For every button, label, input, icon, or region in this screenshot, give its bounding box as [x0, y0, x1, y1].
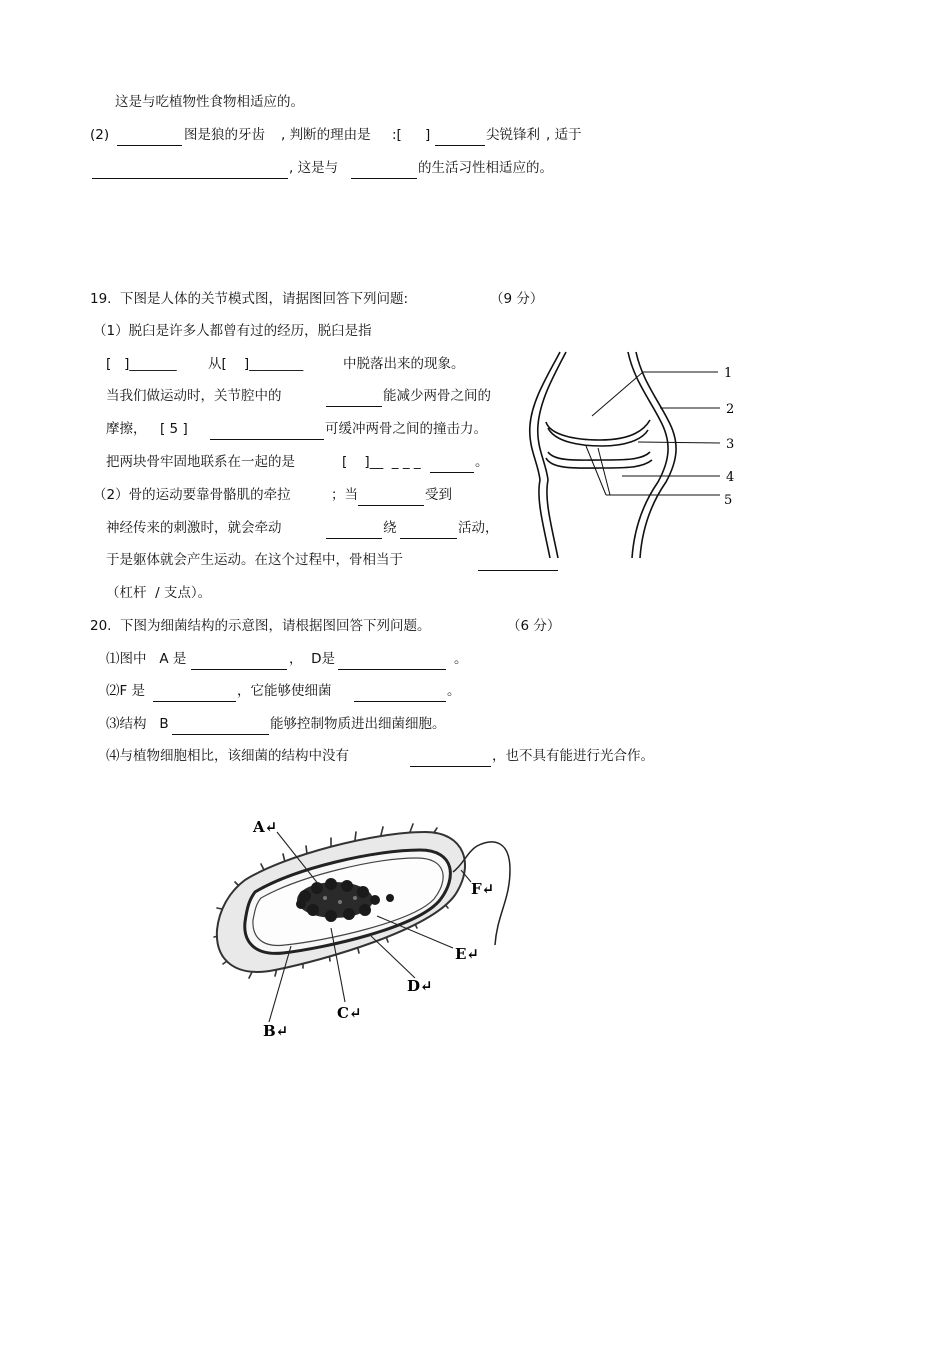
- q19-sub1: （1）脱臼是许多人都曾有过的经历，脱臼是指: [93, 323, 372, 339]
- q20-text: 。: [454, 651, 468, 667]
- answer-blank[interactable]: [430, 472, 474, 473]
- q19-text: 。: [475, 454, 489, 470]
- answer-blank[interactable]: [410, 766, 491, 767]
- q18-bracket-open: :[: [392, 127, 402, 143]
- answer-blank[interactable]: [358, 505, 424, 506]
- joint-label-2: 2: [726, 402, 735, 417]
- answer-blank[interactable]: [117, 145, 182, 146]
- answer-blank[interactable]: [338, 669, 446, 670]
- answer-blank[interactable]: [354, 701, 446, 702]
- q19-blank-bracket[interactable]: 从[ ]________: [208, 356, 304, 372]
- q18-text: 的生活习性相适应的。: [418, 160, 553, 176]
- q19-text: ；当: [331, 487, 358, 503]
- q20-text: ⑶结构 B: [106, 716, 169, 732]
- answer-blank[interactable]: [478, 570, 558, 571]
- q19-text: 中脱落出来的现象。: [343, 356, 465, 372]
- answer-blank[interactable]: [210, 439, 324, 440]
- answer-blank[interactable]: [326, 406, 382, 407]
- q20-text: 。: [447, 683, 461, 699]
- bacterium-diagram: [205, 810, 505, 1045]
- q19-text: 活动，: [458, 520, 499, 536]
- q19-bracket-5: [ 5 ]: [160, 421, 188, 437]
- bacterium-label-E: E↵: [455, 945, 480, 963]
- q20-text: 能够控制物质进出细菌细胞。: [270, 716, 446, 732]
- q20-text: ，也不具有能进行光合作。: [492, 748, 654, 764]
- q20-text: ⑵F 是: [106, 683, 146, 699]
- q19-text: 受到: [425, 487, 452, 503]
- answer-blank[interactable]: [326, 538, 382, 539]
- joint-label-4: 4: [726, 470, 735, 485]
- answer-blank[interactable]: [351, 178, 417, 179]
- q19-blank-bracket[interactable]: [ ]__ _ _ _: [342, 454, 421, 470]
- q19-text: 把两块骨牢固地联系在一起的是: [106, 454, 295, 470]
- q18-text: 图是狼的牙齿: [184, 127, 265, 143]
- q18-text: , 适于: [546, 127, 582, 143]
- bacterium-label-B: B↵: [263, 1022, 289, 1040]
- q18-bracket-close: ]: [425, 127, 431, 143]
- answer-blank[interactable]: [172, 734, 269, 735]
- q18-part2-number: (2): [90, 127, 110, 143]
- q20-text: ，它能够使细菌: [237, 683, 332, 699]
- q19-sub2: （2）骨的运动要靠骨骼肌的牵拉: [93, 487, 291, 503]
- bacterium-label-A: A↵: [253, 818, 278, 836]
- q19-text: 神经传来的刺激时，就会牵动: [106, 520, 282, 536]
- q20-score: （6 分）: [507, 618, 561, 634]
- joint-label-5: 5: [724, 493, 733, 508]
- q18-line: 这是与吃植物性食物相适应的。: [115, 94, 304, 110]
- q19-score: （9 分）: [490, 291, 544, 307]
- q19-text: 绕: [383, 520, 397, 536]
- bacterium-label-D: D↵: [407, 977, 433, 995]
- q20-title: 20. 下图为细菌结构的示意图，请根据图回答下列问题。: [90, 618, 431, 634]
- joint-diagram: [510, 350, 745, 562]
- q20-text: ， D是: [289, 651, 335, 667]
- q19-text: 可缓冲两骨之间的撞击力。: [325, 421, 487, 437]
- q18-text: , 判断的理由是: [281, 127, 371, 143]
- bacterium-label-C: C↵: [337, 1004, 362, 1022]
- answer-blank[interactable]: [435, 145, 485, 146]
- q19-text: （杠杆 / 支点）。: [106, 585, 212, 601]
- q18-text: 尖锐锋利: [486, 127, 540, 143]
- q20-text: ⑴图中 A 是: [106, 651, 187, 667]
- answer-blank[interactable]: [92, 178, 288, 179]
- q20-text: ⑷与植物细胞相比，该细菌的结构中没有: [106, 748, 349, 764]
- q19-text: 能减少两骨之间的: [383, 388, 491, 404]
- answer-blank[interactable]: [153, 701, 236, 702]
- bacterium-label-F: F↵: [471, 880, 495, 898]
- leader-line: [592, 372, 643, 416]
- joint-label-1: 1: [724, 366, 733, 381]
- q19-title: 19. 下图是人体的关节模式图，请据图回答下列问题:: [90, 291, 409, 307]
- q19-text: 于是躯体就会产生运动。在这个过程中，骨相当于: [106, 552, 403, 568]
- q18-text: , 这是与: [289, 160, 339, 176]
- q19-text: 当我们做运动时，关节腔中的: [106, 388, 282, 404]
- q19-blank-bracket[interactable]: [ ]_______: [106, 356, 177, 372]
- q19-text: 摩擦，: [106, 421, 147, 437]
- joint-label-3: 3: [726, 437, 735, 452]
- answer-blank[interactable]: [191, 669, 287, 670]
- answer-blank[interactable]: [400, 538, 457, 539]
